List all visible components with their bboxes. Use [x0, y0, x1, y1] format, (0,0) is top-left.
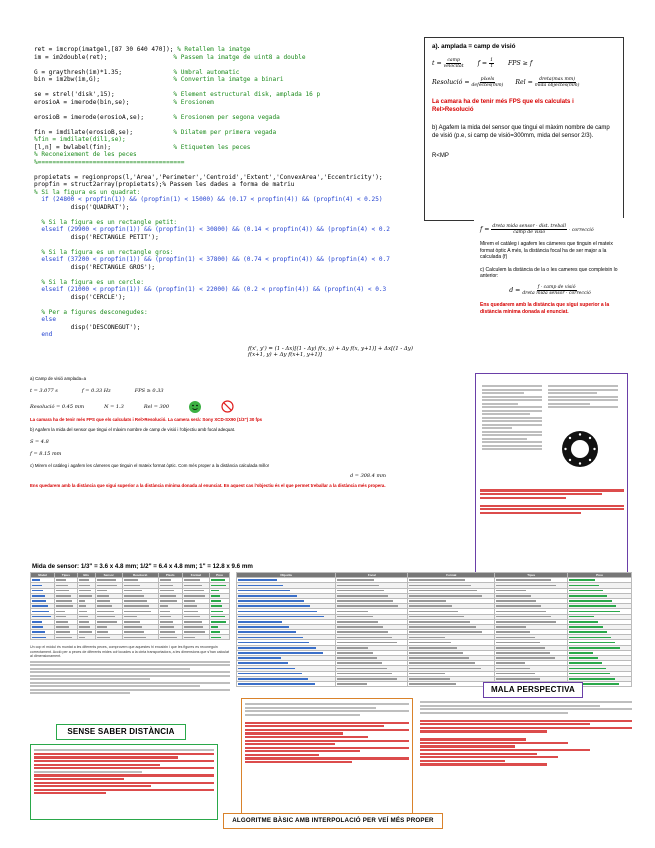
mala-perspectiva-frame	[475, 373, 628, 573]
table-header-cell: Objectiu	[237, 573, 336, 578]
code-line: se = strel('disk',15); % Element estructural disk, amplada 16 p	[34, 91, 321, 98]
code-line: % Si la figura es un cercle:	[34, 278, 145, 286]
table-cell	[158, 635, 182, 640]
tag-algoritme: ALGORITME BÀSIC AMB INTERPOLACIÓ PER VEÍ MÉS PROPER	[223, 813, 443, 829]
table-header-cell: Bits	[77, 573, 95, 578]
code-line: elseif (37200 < propfin(1)) && (propfin(1) < 37800) && (0.74 < propfin(4)) && (propfin(4) < 0.7	[34, 256, 390, 263]
algoritme-box	[241, 698, 413, 818]
table-header-cell: Format	[408, 573, 495, 578]
frame-notes	[480, 488, 624, 515]
code-line	[34, 61, 426, 69]
box-a-b-text: b) Agafem la mida del sensor que tingui el màxim nombre de camp de visió (p.e, si camp de visió=300mm, mida del sensor 2/3).	[432, 125, 610, 140]
table-cell	[182, 635, 209, 640]
code-line: disp('RECTANGLE GROS');	[34, 263, 156, 271]
mid-red2: Ens quedarem amb la distància que sigui superior a la distància mínima donada al enunciat. En aquest cas l'objectiu és el que permet treballar a la distància més propera.	[30, 483, 386, 488]
focal-formula: f = $\frac{\text{dreta mida sensor · dist. treball}}{\text{camp de visió}}$ · correcció	[480, 224, 594, 235]
screenshot-left-panel	[482, 384, 542, 484]
prohibited-icon	[221, 400, 234, 413]
code-line: propietats = regionprops(l,'Area','Perimeter','Centroid','Extent','ConvexArea','Eccentricity');	[34, 173, 383, 181]
code-listing	[34, 46, 426, 366]
table-header-cell: Preu	[567, 573, 631, 578]
code-line: propfin = struct2array(propietats);% Passem les dades a forma de matriu	[34, 181, 295, 188]
mid-line1: a) Camp de visió amplada=a	[30, 376, 87, 381]
table-header-cell: Format	[182, 573, 209, 578]
mid-line3: c) Mirem el catàleg i agafem les càmeres que tinguin el mateix format òptic. Com més proper a la distància calculada millor	[30, 463, 270, 468]
sense-saber-box	[30, 744, 218, 820]
box-a-footer: R<MP	[432, 152, 449, 159]
tag-sense-saber-distancia: SENSE SABER DISTÀNCIA	[56, 724, 186, 740]
code-line	[34, 241, 426, 249]
code-line: erosioB = imerode(erosioA,se); % Erosionem per segona vegada	[34, 113, 280, 121]
code-line: disp('QUADRAT');	[34, 203, 130, 211]
table-header-cell: Model	[31, 573, 55, 578]
code-line: elseif (21000 < propfin(1)) && (propfin(1) < 22000) && (0.2 < propfin(4)) && (propfin(4) < 0.3	[34, 286, 387, 293]
code-line	[34, 271, 426, 279]
table-header-cell: Preu	[209, 573, 229, 578]
table-cell	[31, 635, 55, 640]
mid-formula-row2: Resolució = 0.45 mm N = 1.3 Rel = 300	[30, 400, 465, 413]
code-line	[34, 211, 426, 219]
distance-formula: d = $\frac{\text{f · camp de visió}}{\text{dreta mida sensor · correcció}}$	[509, 284, 591, 296]
code-line: elseif (29900 < propfin(1)) && (propfin(1) < 30800) && (0.14 < propfin(4)) && (propfin(4) < 0.2	[34, 226, 390, 233]
objective-table-right	[236, 572, 632, 687]
table-header-cell: Tipus	[495, 573, 568, 578]
right-bottom-notes	[420, 700, 632, 818]
box-a-camp-visio	[424, 37, 624, 221]
table-header-cell: Resolució	[122, 573, 158, 578]
formula-row-2: Resolució = $\frac{\text{píxels}}{\text{defectes(mm)}}$ Rel = $\frac{\text{dreta(max mm)}}{\text{mida objectes(mm)}}$	[432, 77, 580, 88]
code-line: ret = imcrop(imatgel,[87 30 640 470]); % Retallem la imatge	[34, 46, 251, 53]
code-line	[34, 106, 426, 114]
box-f-red-note: Ens quedarem amb la distància que sigui superior a la distància mínima donada al enunciat.	[480, 301, 610, 315]
box-a-heading: a). amplada = camp de visió	[432, 43, 516, 50]
code-line: % Si la figura es un rectangle gros:	[34, 248, 174, 256]
code-line: % Si la figura es un quadrat:	[34, 188, 141, 196]
code-line: im = im2double(ret); % Passem la imatge de uint8 a double	[34, 53, 306, 61]
mid-red1: La camara ha de tenir més FPS que els calculats i Rel>Resolució. La camera serà: Sony XCD-SX90 (1/3") 30 fps	[30, 417, 263, 422]
code-line	[34, 84, 426, 92]
table-header-cell: Tipus	[55, 573, 78, 578]
thumbnail-top-right	[548, 384, 618, 424]
description-paragraph: Un cop el mòdul és muntat a les diferents peces, comprovem que aquestes hi encaixin i que les figures es reconeguin correctament. Acció per a peces de diferents mides col·locades a la cinta transportadora, a les dimensions que s'han calculat al dimensionament.	[30, 645, 230, 696]
code-line: % Si la figura es un rectangle petit:	[34, 218, 178, 226]
smiley-icon	[189, 401, 201, 413]
code-line	[34, 301, 426, 309]
code-line: else	[34, 316, 57, 323]
table-header-cell: Píxels	[158, 573, 182, 578]
code-line: erosioA = imerode(bin,se); % Erosionem	[34, 98, 214, 106]
table-cell	[55, 635, 78, 640]
box-f-text1: Mirem el catàleg i agafem les càmeres que tinguin el mateix format òptic A més, la distància focal ha de ser major a la calculada (f)	[480, 241, 613, 261]
formula-row-1: t = $\frac{\text{camp}}{\text{velocitat}}$ f = $\frac{1}{t}$ FPS ≥ f	[432, 58, 533, 69]
code-line: fin = imdilate(erosioB,se); % Dilatem per primera vegada	[34, 128, 277, 136]
mid-focal: f = 8.15 mm	[30, 451, 62, 457]
code-line: if (24800 < propfin(1)) && (propfin(1) < 15000) && (0.17 < propfin(4)) && (propfin(4) < 0.25)	[34, 196, 383, 203]
interpolation-formula: f(x', y') = (1 - Δx)[(1 - Δy) f(x, y) + Δy f(x, y+1)] + Δx[(1 - Δy) f(x+1, y) + Δy f(x+1, y+1)]	[248, 346, 413, 358]
table-header-cell: Sensor	[95, 573, 122, 578]
camera-table-left	[30, 572, 230, 644]
sensor-size-line: Mida de sensor: 1/3" = 3.6 x 4.8 mm; 1/2" = 6.4 x 4.8 mm; 1" = 12.8 x 9.6 mm	[32, 563, 253, 570]
tag-mala-perspectiva: MALA PERSPECTIVA	[483, 682, 583, 698]
code-line: end	[34, 331, 53, 338]
box-f-text2: c) Calculem la distància de la o les cameres que compleixin lo anterior:	[480, 266, 618, 280]
ring-image	[558, 426, 602, 472]
table-cell	[77, 635, 95, 640]
code-line: disp('RECTANGLE PETIT');	[34, 233, 159, 241]
table-row	[31, 635, 230, 640]
box-focal	[474, 218, 626, 368]
table-cell	[122, 635, 158, 640]
mid-line2: b) Agafem la mida del sensor que tingui el màxim nombre de camp de visió i l'objectiu amb focal adequat.	[30, 427, 236, 432]
code-line: disp('CERCLE');	[34, 293, 126, 301]
code-line: G = graythresh(im)*1.35; % Umbral automatic	[34, 68, 240, 76]
code-line: disp('DESCONEGUT');	[34, 323, 141, 331]
table-cell	[209, 635, 229, 640]
code-line: %========================================	[34, 158, 185, 166]
box-a-red-note: La camara ha de tenir més FPS que els calculats i Rel>Resolució	[432, 99, 574, 113]
middle-calculation-block	[30, 376, 465, 562]
code-line: [l,n] = bwlabel(fin); % Etiquetem les peces	[34, 143, 251, 151]
mid-formula-row1: t = 3.077 s f = 0.33 Hz FPS ≥ 0.33	[30, 388, 164, 394]
code-line	[34, 121, 426, 129]
mid-distance: d = 308.4 mm	[350, 473, 386, 479]
code-line: bin = im2bw(im,G); % Convertim la imatge a binari	[34, 76, 284, 83]
code-line: % Reconeixement de les peces	[34, 151, 137, 158]
table-header-cell: Focal	[336, 573, 408, 578]
mid-sensor: S = 4.8	[30, 439, 49, 445]
table-cell	[95, 635, 122, 640]
code-line: %fin = imdilate(dil1,se);	[34, 136, 126, 143]
code-line: % Per a figures desconegudes:	[34, 308, 148, 316]
code-line	[34, 166, 426, 174]
